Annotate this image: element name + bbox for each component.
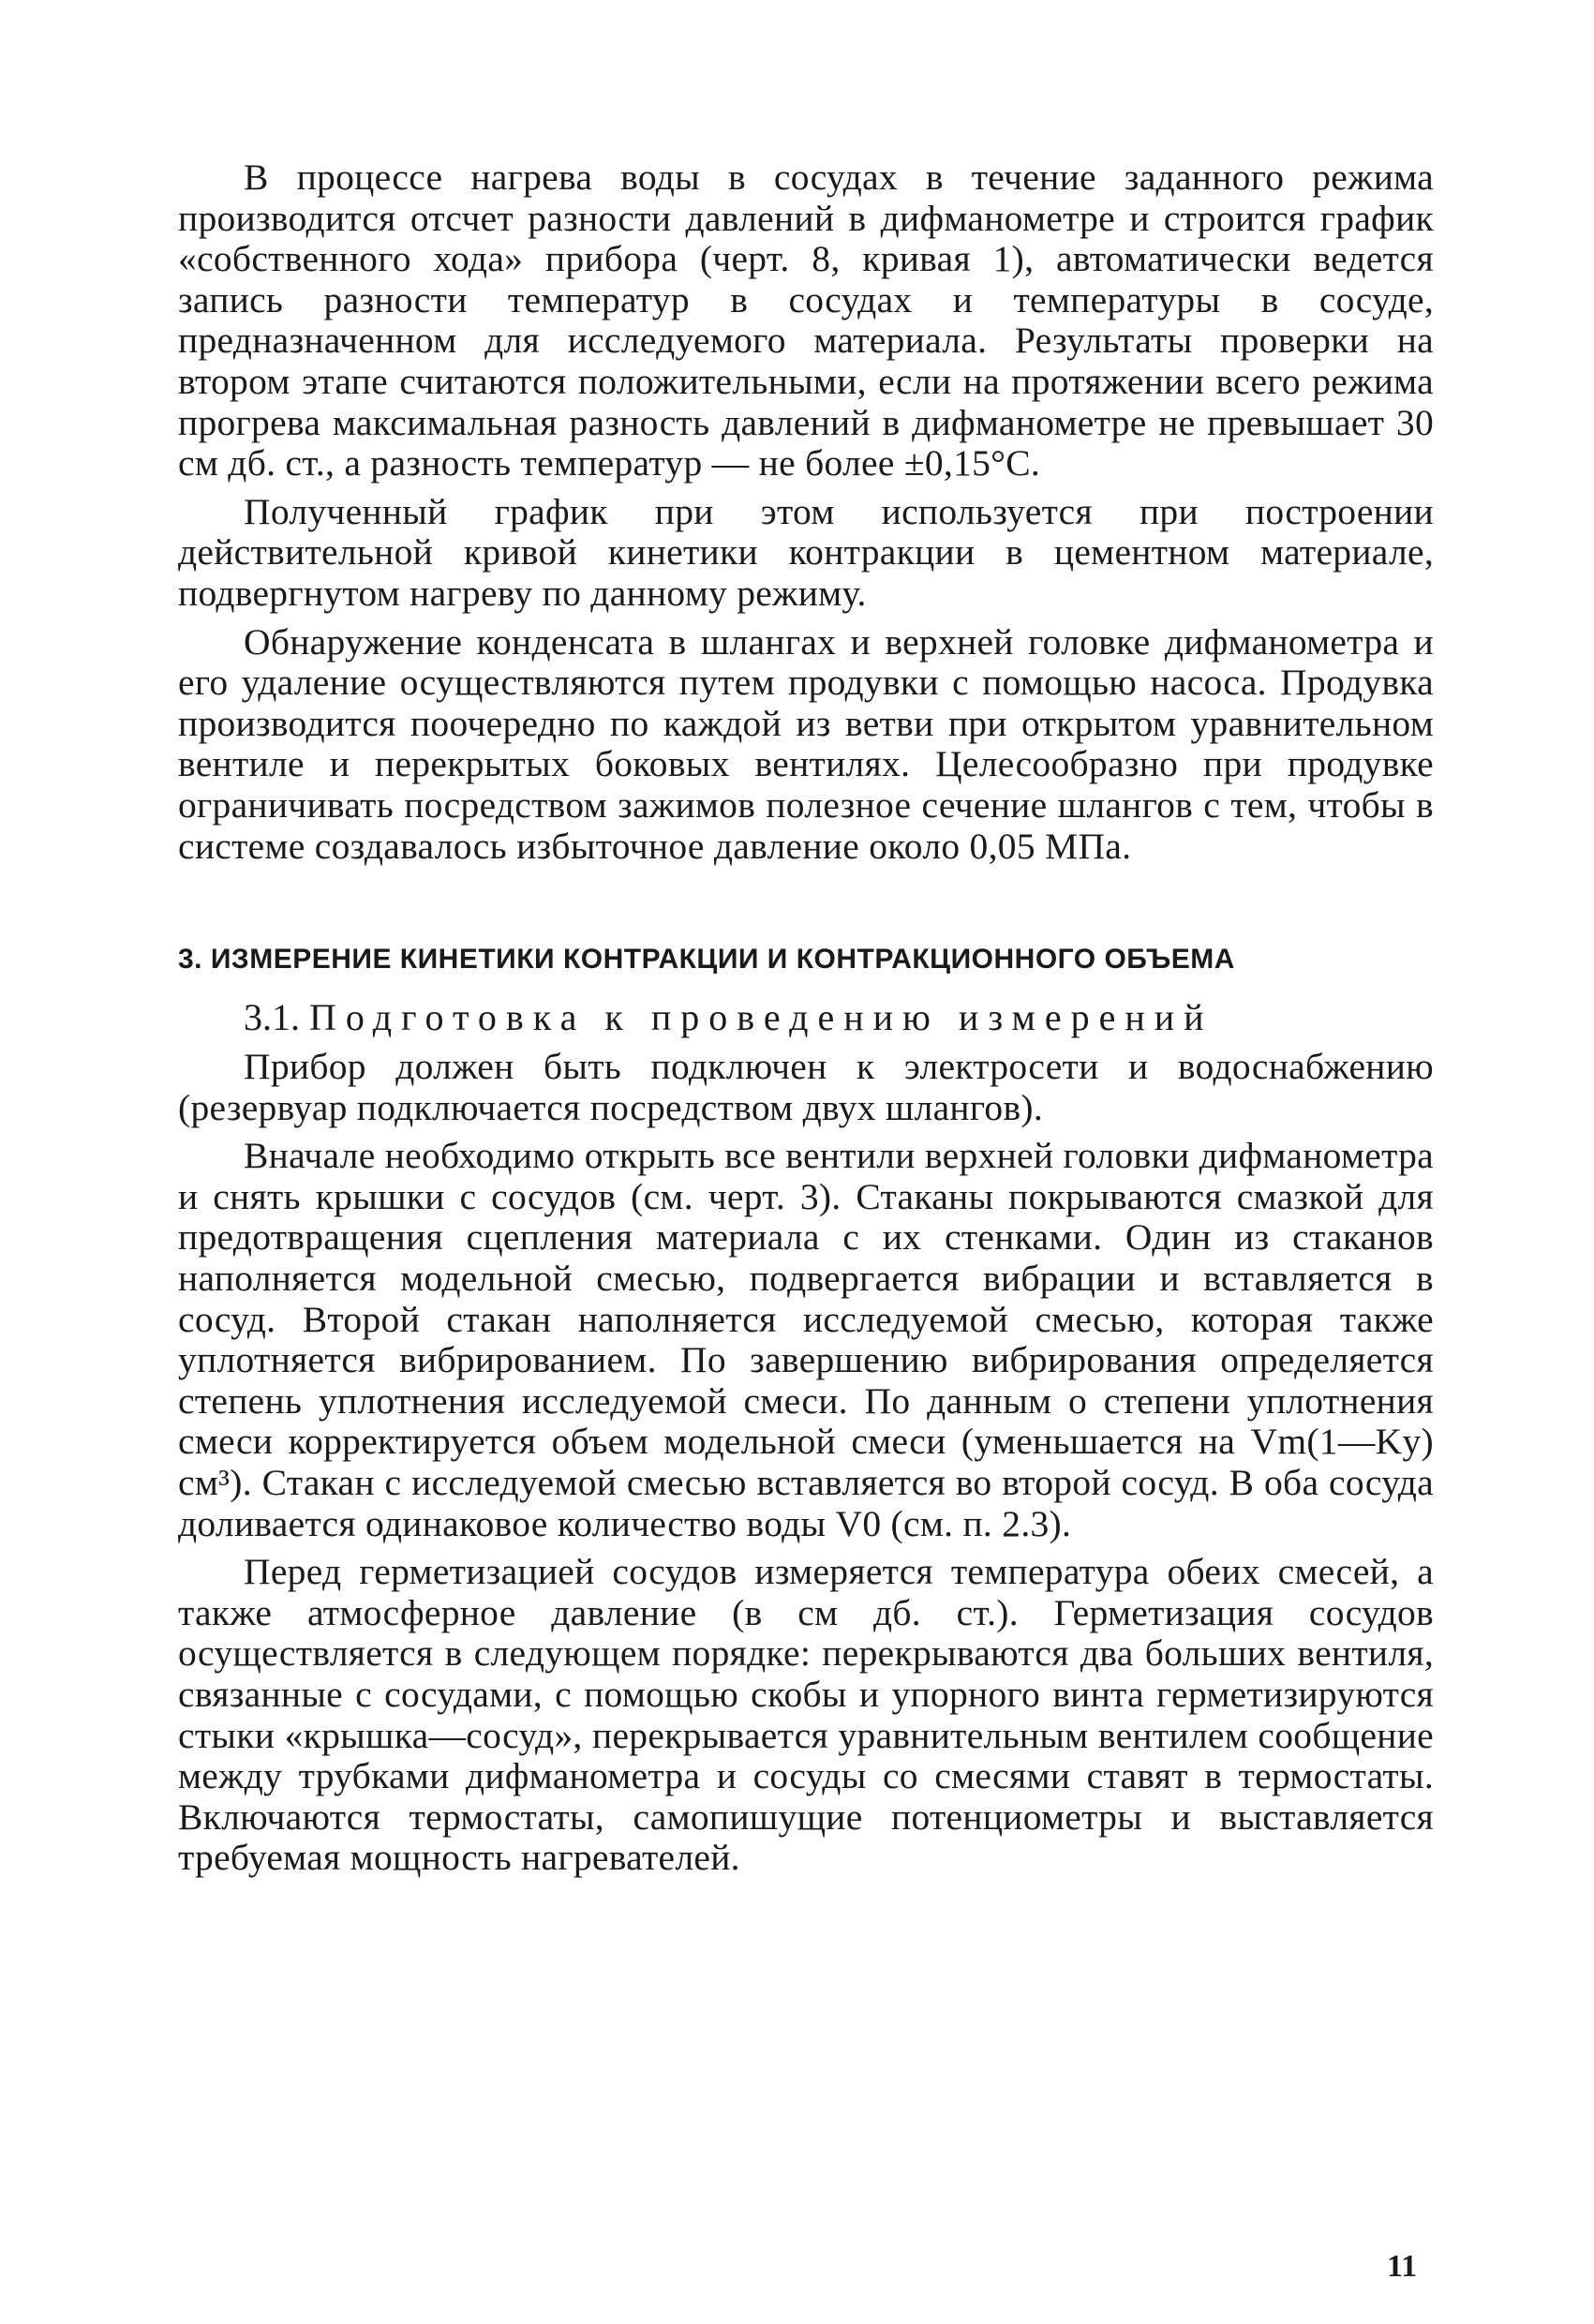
page-number: 11 <box>1387 2249 1418 2284</box>
paragraph-sealing: Перед герметизацией сосудов измеряется температура обеих смесей, а также атмосферное давление (в см дб. ст.). Герметизация сосудов осуществляется в следующем порядке: перекрываются два больших вентиля, связанные с сосудами, с помощью скобы и упорного винта герметизируются стыки «крышка—сосуд», перекрывается уравнительным вентилем сообщение между трубками дифманометра и сосуды со смесями ставят в термостаты. Включаются термостаты, самопишущие потенциометры и выставляется требуемая мощность нагревателей. <box>178 1551 1434 1879</box>
paragraph-graph-usage: Полученный график при этом используется при построении действительной кривой кинетики контракции в цементном материале, подвергнутом нагреву по данному режиму. <box>178 490 1434 614</box>
paragraph-condensate: Обнаружение конденсата в шлангах и верхней головке дифманометра и его удаление осуществляются путем продувки с помощью насоса. Продувка производится поочередно по каждой из ветви при открытом уравнительном вентиле и перекрытых боковых вентилях. Целесообразно при продувке ограничивать посредством зажимов полезное сечение шлангов с тем, чтобы в системе создавалось избыточное давление около 0,05 МПа. <box>178 620 1434 867</box>
paragraph-heating-process: В процессе нагрева воды в сосудах в течение заданного режима производится отсчет разности давлений в дифманометре и строится график «собственного хода» прибора (черт. 8, кривая 1), автоматически ведется запись разности температур в сосудах и температуры в сосуде, предназначенном для исследуемого материала. Результаты проверки на втором этапе считаются положительными, если на протяжении всего режима прогрева максимальная разность давлений в дифманометре не превышает 30 см дб. ст., а разность температур — не более ±0,15°С. <box>178 156 1434 484</box>
paragraph-preparation: Вначале необходимо открыть все вентили верхней головки дифманометра и снять крышки с сосудов (см. черт. 3). Стаканы покрываются смазкой для предотвращения сцепления материала с их стенками. Один из стаканов наполняется модельной смесью, подвергается вибрации и вставляется в сосуд. Второй стакан наполняется исследуемой смесью, которая также уплотняется вибрированием. По завершению вибрирования определяется степень уплотнения исследуемой смеси. По данным о степени уплотнения смеси корректируется объем модельной смеси (уменьшается на Vm(1—Ky) см³). Стакан с исследуемой смесью вставляется во второй сосуд. В оба сосуда доливается одинаковое количество воды V0 (см. п. 2.3). <box>178 1135 1434 1544</box>
section-heading: 3. ИЗМЕРЕНИЕ КИНЕТИКИ КОНТРАКЦИИ И КОНТРАКЦИОННОГО ОБЪЕМА <box>178 944 1235 976</box>
subsection-heading <box>244 996 1434 1039</box>
paragraph-connection: Прибор должен быть подключен к электросети и водоснабжению (резервуар подключается посредством двух шлангов). <box>178 1046 1434 1128</box>
document-page <box>178 157 1434 1886</box>
subsection-number: 3.1. <box>244 996 300 1039</box>
subsection-title: Подготовка к проведению измерений <box>309 996 1214 1039</box>
